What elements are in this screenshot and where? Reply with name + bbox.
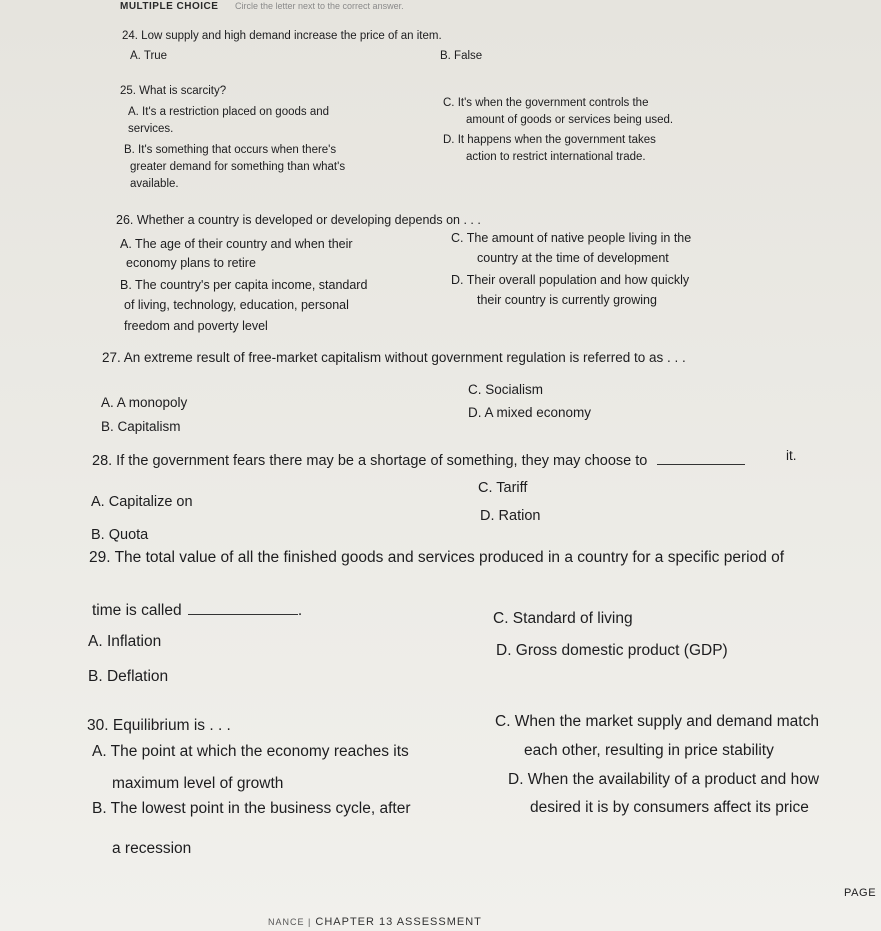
q27-option-b[interactable]: B. Capitalism	[101, 419, 181, 434]
question-28	[92, 454, 745, 469]
q26-option-d-line1[interactable]: D. Their overall population and how quickly	[451, 273, 690, 287]
q30-option-a-line1[interactable]: A. The point at which the economy reaches its	[92, 743, 409, 760]
q27-option-c[interactable]: C. Socialism	[468, 382, 544, 397]
q26-option-a-line2[interactable]: economy plans to retire	[126, 256, 256, 270]
section-header	[120, 1, 404, 12]
q29-option-d[interactable]: D. Gross domestic product (GDP)	[496, 642, 728, 659]
q26-option-a-line1[interactable]: A. The age of their country and when their	[120, 237, 353, 251]
chapter-title: CHAPTER 13 ASSESSMENT	[315, 916, 482, 928]
section-title: MULTIPLE CHOICE	[120, 1, 219, 12]
question-28-text: 28. If the government fears there may be a shortage of something, they may choose to	[92, 453, 648, 469]
q28-answer-blank[interactable]	[657, 464, 745, 465]
q25-option-b-line1[interactable]: B. It's something that occurs when there's	[124, 144, 337, 156]
q30-option-d-line1[interactable]: D. When the availability of a product and how	[508, 771, 820, 788]
header-bar	[120, 0, 880, 11]
q28-tail: it.	[786, 448, 797, 463]
question-29-line2	[92, 603, 302, 619]
question-29: 29. The total value of all the finished goods and services produced in a country for a specific period of	[89, 549, 785, 566]
q25-option-c-line1[interactable]: C. It's when the government controls the	[443, 97, 649, 109]
q29-option-c[interactable]: C. Standard of living	[493, 610, 633, 627]
q24-option-a[interactable]: A. True	[130, 50, 168, 62]
q30-option-c-line2[interactable]: each other, resulting in price stability	[524, 742, 774, 759]
question-26: 26. Whether a country is developed or developing depends on . . .	[116, 213, 481, 227]
q29-option-b[interactable]: B. Deflation	[88, 668, 169, 685]
question-24: 24. Low supply and high demand increase the price of an item.	[122, 30, 442, 42]
q25-option-b-line3[interactable]: available.	[130, 178, 179, 190]
q25-option-c-line2[interactable]: amount of goods or services being used.	[466, 114, 674, 126]
q25-option-a-line2[interactable]: services.	[128, 123, 174, 135]
q29-answer-blank[interactable]	[188, 614, 298, 615]
q28-option-d[interactable]: D. Ration	[480, 508, 541, 524]
q26-option-d-line2[interactable]: their country is currently growing	[477, 293, 657, 307]
q25-option-a-line1[interactable]: A. It's a restriction placed on goods and	[128, 106, 330, 118]
q26-option-b-line1[interactable]: B. The country's per capita income, standard	[120, 278, 368, 292]
question-29-text: time is called	[92, 602, 182, 619]
q28-option-b[interactable]: B. Quota	[91, 527, 149, 543]
q30-option-a-line2[interactable]: maximum level of growth	[112, 775, 284, 792]
q29-option-a[interactable]: A. Inflation	[88, 633, 162, 650]
question-25: 25. What is scarcity?	[120, 85, 227, 97]
q25-option-b-line2[interactable]: greater demand for something than what's	[130, 161, 346, 173]
q26-option-b-line2[interactable]: of living, technology, education, personal	[124, 298, 349, 312]
q26-option-c-line1[interactable]: C. The amount of native people living in the	[451, 231, 692, 245]
chapter-prefix: NANCE |	[268, 917, 312, 927]
q30-option-b-line1[interactable]: B. The lowest point in the business cycle, after	[92, 800, 411, 817]
question-27: 27. An extreme result of free-market capitalism without government regulation is referred to as . . .	[102, 350, 686, 365]
q26-option-b-line3[interactable]: freedom and poverty level	[124, 319, 268, 333]
q28-option-a[interactable]: A. Capitalize on	[91, 494, 193, 510]
q25-option-d-line1[interactable]: D. It happens when the government takes	[443, 134, 656, 146]
q27-option-a[interactable]: A. A monopoly	[101, 395, 188, 410]
q30-option-c-line1[interactable]: C. When the market supply and demand match	[495, 713, 819, 730]
q26-option-c-line2[interactable]: country at the time of development	[477, 251, 669, 265]
q30-option-b-line2[interactable]: a recession	[112, 840, 192, 857]
q29-tail: .	[297, 602, 303, 619]
page-label: PAGE	[844, 887, 877, 899]
q25-option-d-line2[interactable]: action to restrict international trade.	[466, 151, 646, 163]
section-instruction: Circle the letter next to the correct answer.	[235, 1, 404, 11]
q30-option-d-line2[interactable]: desired it is by consumers affect its price	[530, 799, 809, 816]
question-30: 30. Equilibrium is . . .	[87, 717, 231, 734]
q24-option-b[interactable]: B. False	[440, 50, 483, 62]
chapter-footer	[268, 917, 482, 928]
q27-option-d[interactable]: D. A mixed economy	[468, 405, 592, 420]
q28-option-c[interactable]: C. Tariff	[478, 480, 528, 496]
